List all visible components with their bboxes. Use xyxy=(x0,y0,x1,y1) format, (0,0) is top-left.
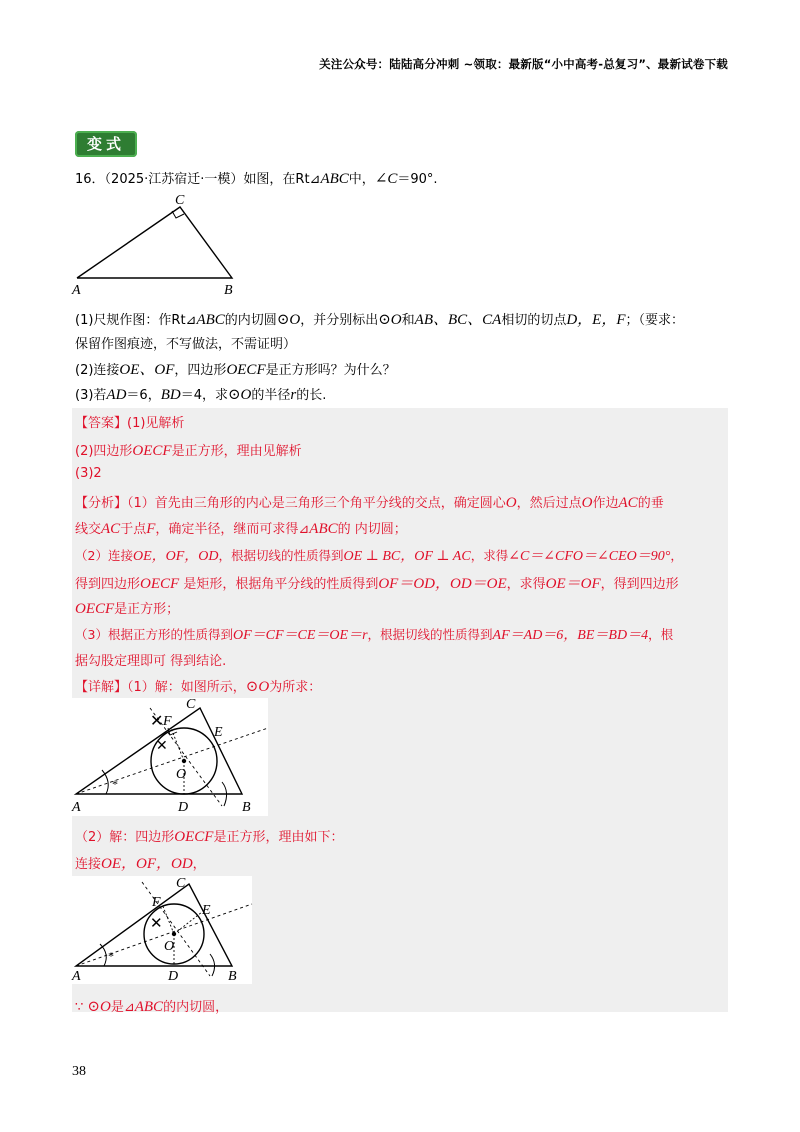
page-number: 38 xyxy=(72,1064,86,1079)
text: 是正方形； xyxy=(114,602,180,617)
detail-tag: 【详解】 xyxy=(75,680,128,695)
math: ABC xyxy=(196,312,225,328)
math: ⊙O xyxy=(276,312,301,328)
text: 连接 xyxy=(75,857,102,872)
text: 和 xyxy=(401,313,415,328)
math: O xyxy=(581,495,593,511)
math: OE、OF xyxy=(119,362,175,378)
analysis-4 xyxy=(75,572,679,593)
text: 的内切圆， xyxy=(163,1000,229,1015)
answer-2 xyxy=(75,440,302,460)
label-A: A xyxy=(72,283,81,298)
math: AC xyxy=(618,495,638,511)
text: 是正方形，理由如下： xyxy=(213,830,344,845)
label-D: D xyxy=(168,969,179,984)
text: （1）解：如图所示， xyxy=(127,680,246,695)
text: (2)连接 xyxy=(75,363,120,378)
label-B: B xyxy=(242,800,251,815)
analysis-5 xyxy=(75,598,179,618)
text: (1)见解析 xyxy=(127,416,185,431)
header-note: 关注公众号：陆陆高分冲刺 ~领取：最新版“小中高考-总复习”、最新试卷下载 xyxy=(319,57,728,71)
label-A: A xyxy=(72,800,81,815)
math: OE，OF，OD xyxy=(101,856,193,872)
part-1 xyxy=(75,308,684,329)
construction-arc xyxy=(102,770,108,794)
question-figure xyxy=(72,190,242,300)
triangle-icon: ⊿ xyxy=(185,313,197,328)
analysis-2 xyxy=(75,518,407,538)
analysis-3 xyxy=(75,545,683,565)
text: ，四边形 xyxy=(174,363,227,378)
text: ＝4，求 xyxy=(180,388,228,403)
label-B: B xyxy=(224,283,233,298)
text: ，根据切线的性质得到 xyxy=(218,548,344,563)
text: （3）根据正方形的性质得到 xyxy=(75,627,233,642)
stem-text: 中， xyxy=(348,172,375,187)
radius-OF xyxy=(162,904,174,934)
construction-figure-1 xyxy=(72,698,268,816)
detail-1 xyxy=(75,676,321,696)
text: （2）连接 xyxy=(75,548,133,563)
label-F: F xyxy=(163,714,172,729)
text: ， xyxy=(670,548,683,563)
triangle-icon: ⊿ xyxy=(309,172,321,187)
arc-mark: * xyxy=(108,949,114,963)
math: ⊙O xyxy=(227,387,252,403)
text: 于点 xyxy=(120,522,147,537)
question-number: 16． xyxy=(75,172,105,187)
triangle-icon: ⊿ xyxy=(298,522,310,537)
text: ，并分别标出 xyxy=(300,313,379,328)
math: ABC xyxy=(134,999,164,1015)
math: ⊙O xyxy=(378,312,402,328)
text: ＝6， xyxy=(126,388,161,403)
label-O: O xyxy=(176,767,187,782)
text: ；（要求： xyxy=(625,313,685,328)
label-E: E xyxy=(202,903,211,918)
stem-text: ＝90°. xyxy=(397,172,438,187)
center-O xyxy=(182,759,186,763)
label-B: B xyxy=(228,969,237,984)
part-2 xyxy=(75,358,396,379)
analysis-1 xyxy=(75,492,664,512)
text: ，然后过点 xyxy=(516,496,582,511)
math: ⊙O xyxy=(245,679,270,695)
math: OECF xyxy=(75,601,115,617)
text: 是正方形吗？为什么？ xyxy=(265,363,396,378)
stem-math: ∠C xyxy=(374,171,398,187)
arc-mark: ✕ xyxy=(150,713,164,730)
text: 的半径 xyxy=(251,388,291,403)
math: OF＝CF＝CE＝OE＝r xyxy=(232,628,368,643)
math: AF＝AD＝6，BE＝BD＝4 xyxy=(492,628,649,643)
math: OECF xyxy=(140,576,180,592)
answer-3: (3)2 xyxy=(75,466,102,481)
radius-OF xyxy=(171,728,184,761)
text: ，确定半径，继而可求得 xyxy=(155,522,299,537)
text: （1）首先由三角形的内心是三角形三个角平分线的交点，确定圆心 xyxy=(127,496,506,511)
text: 线交 xyxy=(75,522,102,537)
part-1-cont: 保留作图痕迹，不写做法，不需证明） xyxy=(75,337,297,352)
label-C: C xyxy=(176,876,186,891)
text: 是 xyxy=(110,1000,124,1015)
math: BD xyxy=(160,387,181,403)
analysis-tag: 【分析】 xyxy=(75,496,128,511)
text: 作边 xyxy=(592,496,619,511)
math: r xyxy=(290,387,297,403)
label-D: D xyxy=(178,800,189,815)
text: 是正方形，理由见解析 xyxy=(171,444,302,459)
detail-4 xyxy=(75,996,228,1016)
math: ABC xyxy=(309,521,338,537)
arc-mark: * xyxy=(112,777,118,791)
text: 得到四边形 xyxy=(75,577,141,592)
text: 的内切圆 xyxy=(224,313,277,328)
text: 相切的切点 xyxy=(501,313,567,328)
detail-2 xyxy=(75,826,343,846)
math: AD xyxy=(106,387,127,403)
text: ，求得 xyxy=(470,548,509,563)
triangle-icon: ⊿ xyxy=(123,1000,135,1015)
variant-badge xyxy=(75,131,137,157)
bisector-A xyxy=(76,904,252,966)
center-O xyxy=(172,932,176,936)
math: OECF xyxy=(132,443,172,459)
math: OE＝OF xyxy=(545,576,601,592)
text: 是矩形，根据角平分线的性质得到 xyxy=(179,577,379,592)
math: F xyxy=(146,521,156,537)
text: ，得到四边形 xyxy=(600,577,679,592)
math: D，E，F xyxy=(566,312,626,328)
text: 的 内切圆； xyxy=(337,522,407,537)
math: AB、BC、CA xyxy=(414,312,502,328)
label-O: O xyxy=(164,939,175,954)
math: AC xyxy=(101,521,121,537)
text: ，根 xyxy=(648,627,674,642)
text: ，求得 xyxy=(506,577,546,592)
question-stem xyxy=(75,168,438,188)
math: OF＝OD，OD＝OE xyxy=(378,576,507,592)
analysis-6 xyxy=(75,624,673,644)
construction-figure-2 xyxy=(72,876,252,984)
label-A: A xyxy=(72,969,81,984)
label-E: E xyxy=(214,725,223,740)
text: 的长. xyxy=(296,388,327,403)
math: OE，OF，OD xyxy=(132,549,219,564)
stem-text: 如图，在Rt xyxy=(243,172,310,187)
text: 为所求： xyxy=(269,680,322,695)
triangle-edges xyxy=(77,207,232,278)
text: (1)尺规作图：作Rt xyxy=(75,313,186,328)
analysis-7: 据勾股定理即可 得到结论. xyxy=(75,654,227,669)
construction-arc xyxy=(210,954,215,976)
math: OE ⊥ BC，OF ⊥ AC xyxy=(343,549,471,564)
answer-1 xyxy=(75,412,184,431)
math: ∠C＝∠CFO＝∠CEO＝90° xyxy=(508,549,671,564)
stem-math: ABC xyxy=(320,171,349,187)
question-source: （2025·江苏宿迁·一模） xyxy=(104,172,244,187)
label-C: C xyxy=(186,697,196,712)
answer-tag: 【答案】 xyxy=(75,416,128,431)
text: ，根据切线的性质得到 xyxy=(367,627,493,642)
math: ⊙O xyxy=(87,999,111,1015)
arc-mark: ✕ xyxy=(150,916,163,932)
text: ， xyxy=(192,857,206,872)
detail-3 xyxy=(75,852,206,873)
part-3 xyxy=(75,384,326,404)
math: OECF xyxy=(174,829,214,845)
text: 的垂 xyxy=(637,496,664,511)
math: O xyxy=(505,495,517,511)
label-F: F xyxy=(152,895,161,910)
text: ∵ xyxy=(75,1000,88,1015)
arc-mark: ✕ xyxy=(156,739,168,754)
math: OECF xyxy=(226,362,266,378)
text: (3)若 xyxy=(75,388,107,403)
badge-label: 变式 xyxy=(86,135,125,153)
text: (2)四边形 xyxy=(75,444,133,459)
text: （2）解：四边形 xyxy=(75,830,175,845)
label-C: C xyxy=(175,193,185,208)
